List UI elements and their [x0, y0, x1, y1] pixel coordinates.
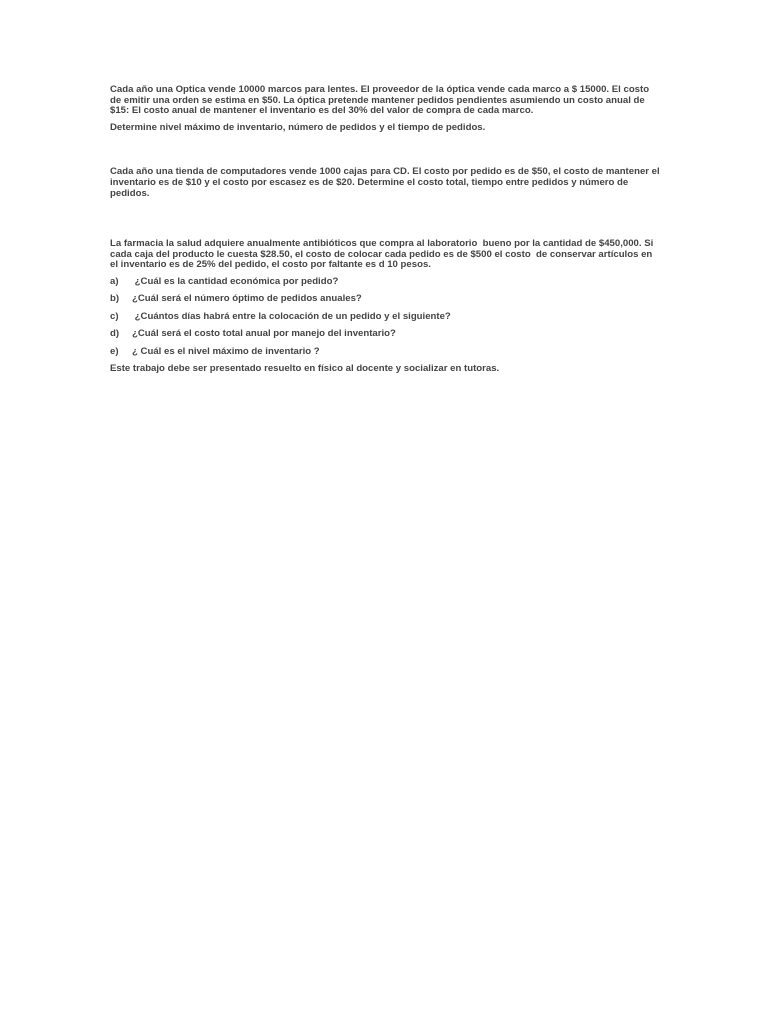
list-marker: d) — [110, 328, 120, 340]
question-a: ¿Cuál es la cantidad económica por pedido? — [132, 275, 339, 287]
problem-3-statement: La farmacia la salud adquiere anualmente antibióticos que compra al laboratorio bueno por la cantidad de $450,000. Si cada caja del producto le cuesta $28.50, el costo de colocar cada pedido es de $500 el costo de conservar artículos en el inventario es de 25% del pedido, el costo por faltante es d 10 pesos. — [110, 238, 656, 271]
list-item — [110, 347, 660, 358]
list-item — [110, 312, 660, 323]
list-item — [110, 277, 660, 288]
question-b: ¿Cuál será el número óptimo de pedidos anuales? — [132, 293, 362, 305]
question-e: ¿ Cuál es el nivel máximo de inventario ? — [132, 345, 320, 357]
problem-3-question-list — [110, 277, 660, 357]
list-item — [110, 329, 660, 340]
list-marker: b) — [110, 293, 120, 305]
list-marker: c) — [110, 310, 119, 322]
list-item — [110, 294, 660, 305]
problem-1-statement: Cada año una Optica vende 10000 marcos para lentes. El proveedor de la óptica vende cada marco a $ 15000. El costo de emitir una orden se estima en $50. La óptica pretende mantener pedidos pendientes asumiendo un costo anual de $15: El costo anual de mantener el inventario es del 30% del valor de compra de cada marco. — [110, 84, 652, 117]
problem-2-statement: Cada año una tienda de computadores vende 1000 cajas para CD. El costo por pedido es de $50, el costo de mantener el inventario es de $10 y el costo por escasez es de $20. Determine el costo total, tiempo entre pedidos y número de pedidos. — [110, 166, 663, 199]
list-marker: a) — [110, 275, 119, 287]
list-marker: e) — [110, 345, 119, 357]
problem-1-question: Determine nivel máximo de inventario, número de pedidos y el tiempo de pedidos. — [110, 121, 486, 133]
question-c: ¿Cuántos días habrá entre la colocación de un pedido y el siguiente? — [132, 310, 451, 322]
closing-note: Este trabajo debe ser presentado resuelto en físico al docente y socializar en tutoras. — [110, 362, 500, 374]
document-page — [110, 84, 663, 374]
question-d: ¿Cuál será el costo total anual por manejo del inventario? — [132, 328, 396, 340]
